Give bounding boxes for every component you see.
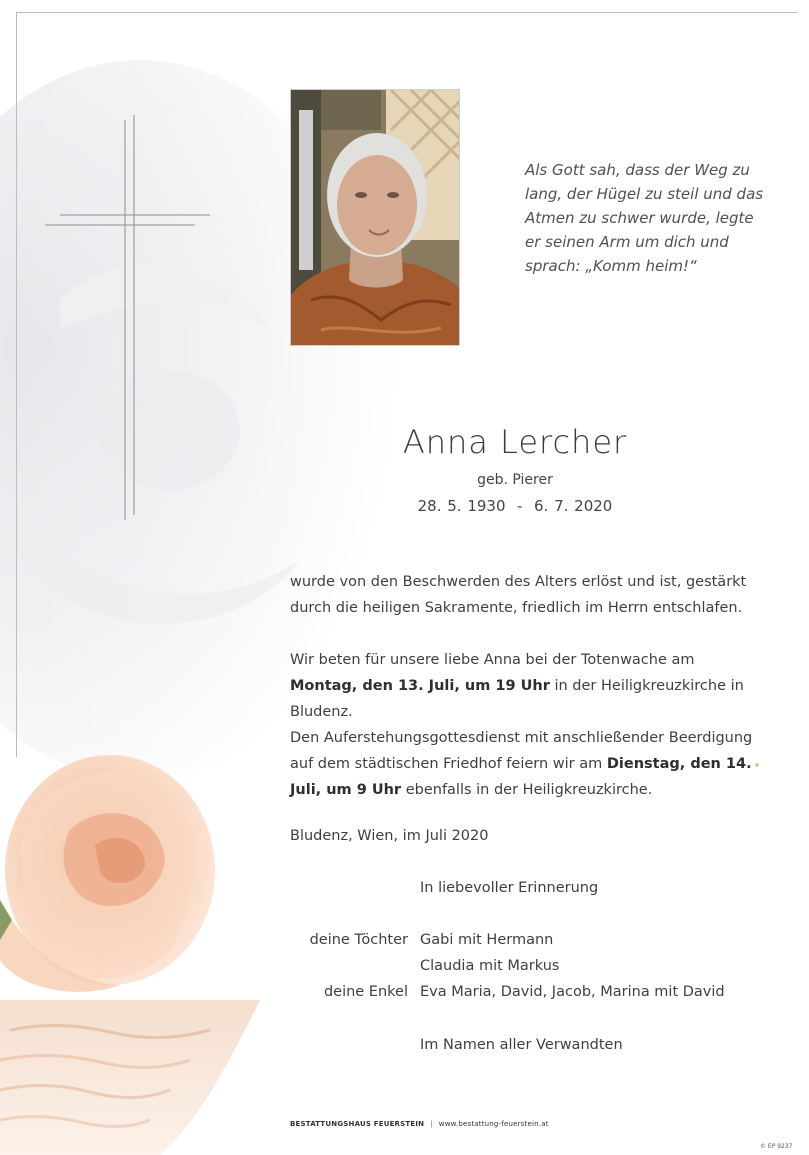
verse-line: Atmen zu schwer wurde, legte xyxy=(525,209,754,227)
verse-line: lang, der Hügel zu steil und das xyxy=(525,185,764,203)
funeral-text: Den Auferstehungsgottesdienst mit anschließender Beerdigung auf dem städtischen Friedhof feiern wir am xyxy=(290,730,753,772)
portrait-photo xyxy=(290,89,460,346)
portrait-image xyxy=(291,90,460,346)
verse-line: er seinen Arm um dich und xyxy=(525,233,729,251)
page-border-left xyxy=(16,12,17,757)
company-website: www.bestattung-feuerstein.at xyxy=(438,1120,549,1128)
company-name: BESTATTUNGSHAUS FEUERSTEIN xyxy=(290,1120,425,1128)
decorative-dot xyxy=(755,763,759,767)
funeral-location: ebenfalls in der Heiligkreuzkirche. xyxy=(401,782,653,798)
deceased-name: Anna Lercher xyxy=(402,423,628,461)
birth-name: geb. Pierer xyxy=(477,472,553,488)
verse-line: Als Gott sah, dass der Weg zu xyxy=(525,161,750,179)
announcement-paragraph-2 xyxy=(290,647,760,725)
page-border-top xyxy=(16,12,798,13)
announcement-paragraph-3 xyxy=(290,725,760,803)
place-date: Bludenz, Wien, im Juli 2020 xyxy=(290,828,489,844)
closing-line: Im Namen aller Verwandten xyxy=(420,1037,623,1053)
announcement-paragraph-1: wurde von den Beschwerden des Alters erlöst und ist, gestärkt durch die heiligen Sakramente, friedlich im Herrn entschlafen. xyxy=(290,574,747,616)
life-dates: 28. 5. 1930 - 6. 7. 2020 xyxy=(417,497,613,515)
funeral-date: Dienstag, den 14. Juli, um 9 Uhr xyxy=(290,756,752,798)
memory-intro: In liebevoller Erinnerung xyxy=(420,880,599,896)
cross-icon xyxy=(45,115,215,525)
print-code: © EP 9237 xyxy=(760,1143,793,1150)
wake-text: Wir beten für unsere liebe Anna bei der Totenwache am xyxy=(290,652,695,668)
daughter-entry: Gabi mit Hermann xyxy=(420,932,554,948)
daughter-entry: Claudia mit Markus xyxy=(420,958,560,974)
daughters-label: deine Töchter xyxy=(309,932,408,948)
grandchildren-label: deine Enkel xyxy=(323,984,408,1000)
footer-separator: | xyxy=(430,1120,433,1128)
verse-line: sprach: „Komm heim!“ xyxy=(525,257,697,275)
wake-date: Montag, den 13. Juli, um 19 Uhr xyxy=(290,678,550,694)
grandchildren-entry: Eva Maria, David, Jacob, Marina mit David xyxy=(420,984,725,1000)
wake-location: in der Heiligkreuzkirche in Bludenz. xyxy=(290,678,744,720)
verse xyxy=(525,158,765,278)
footer xyxy=(290,1120,549,1128)
